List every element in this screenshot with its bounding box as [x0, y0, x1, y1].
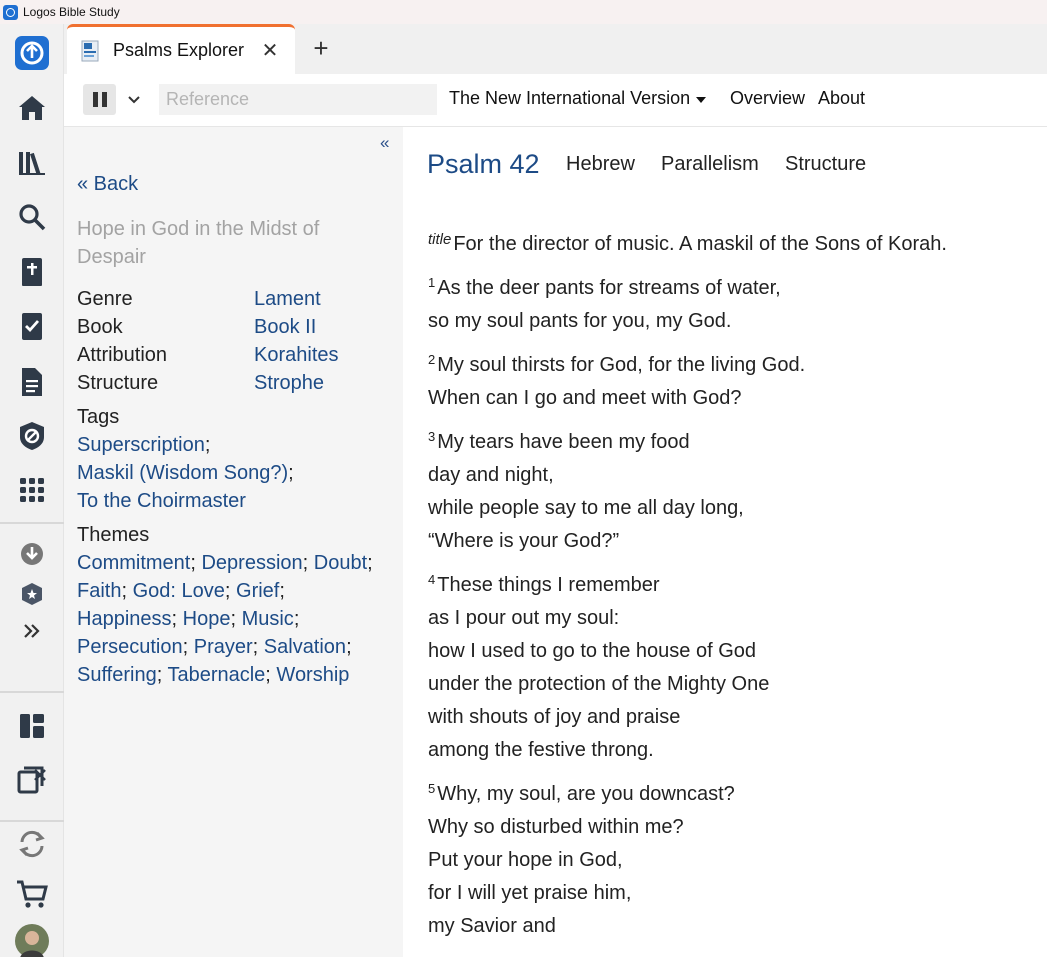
verse-line: When can I go and meet with God?	[428, 387, 742, 409]
theme-link[interactable]: Persecution	[77, 636, 183, 658]
caret-down-icon	[696, 97, 706, 103]
overview-link[interactable]: Overview	[730, 88, 806, 108]
sidebar-panel	[64, 127, 403, 957]
tags-heading: Tags	[77, 406, 120, 428]
verse-number[interactable]: 2	[428, 352, 436, 367]
verse-number[interactable]: 4	[428, 572, 436, 587]
library-icon[interactable]	[15, 146, 49, 180]
close-tab-icon[interactable]: ✕	[261, 40, 279, 62]
themes-list: Commitment; Depression; Doubt; Faith; God: Love; Grief; Happiness; Hope; Music; Persecution; Prayer; Salvation; Suffering; Tabernacle; Worship	[77, 552, 373, 686]
panel-toolbar	[64, 74, 1047, 127]
verse-number[interactable]: 1	[428, 275, 436, 290]
reference-input[interactable]	[159, 84, 437, 115]
theme-link[interactable]: Grief	[236, 580, 280, 602]
chevron-down-icon[interactable]	[124, 86, 144, 112]
tab-parallelism[interactable]: Parallelism	[661, 153, 759, 175]
meta-key: Attribution	[77, 344, 168, 366]
rail-divider	[0, 820, 64, 822]
meta-key: Genre	[77, 288, 133, 310]
document-icon[interactable]	[15, 365, 49, 399]
cart-icon[interactable]	[15, 877, 49, 911]
verse-line: among the festive throng.	[428, 739, 654, 761]
verse-line: $^4$ These things I remember	[428, 572, 660, 596]
close-panels-icon[interactable]	[15, 762, 49, 796]
download-icon[interactable]	[15, 537, 49, 571]
tag-link[interactable]: Maskil (Wisdom Song?)	[77, 462, 289, 484]
about-link[interactable]: About	[818, 88, 866, 108]
verse-line: “Where is your God?”	[428, 530, 620, 552]
left-rail	[0, 24, 64, 957]
home-icon[interactable]	[15, 91, 49, 125]
psalm-content-panel	[403, 127, 1047, 957]
superscription-label: title	[428, 231, 452, 248]
theme-link[interactable]: Hope	[182, 608, 231, 630]
themes-heading: Themes	[77, 524, 150, 546]
apps-grid-icon[interactable]	[15, 473, 49, 507]
psalm-subtitle: Hope in God in the Midst of Despair	[77, 218, 320, 268]
theme-link[interactable]: Depression	[201, 552, 303, 574]
verse-line: how I used to go to the house of God	[428, 640, 757, 662]
tag-link[interactable]: To the Choirmaster	[77, 490, 246, 512]
tab-psalms-explorer[interactable]	[67, 24, 295, 74]
tab-hebrew[interactable]: Hebrew	[566, 153, 635, 175]
logos-logo-icon[interactable]	[15, 36, 49, 70]
verse-line: for I will yet praise him,	[428, 882, 632, 904]
theme-link[interactable]: Tabernacle	[167, 664, 266, 686]
verse-text	[428, 223, 1028, 943]
verse-line: day and night,	[428, 464, 554, 486]
meta-row	[77, 369, 397, 397]
meta-key: Book	[77, 316, 123, 338]
rail-divider	[0, 691, 64, 693]
verse-line: $^5$ Why, my soul, are you downcast?	[428, 781, 735, 805]
tab-label: Psalms Explorer	[113, 40, 245, 60]
avatar[interactable]	[15, 924, 49, 957]
tab-strip	[64, 24, 1047, 74]
bible-icon[interactable]	[15, 255, 49, 289]
meta-key: Structure	[77, 372, 159, 394]
verse-line: with shouts of joy and praise	[428, 706, 681, 728]
collapse-panel-button[interactable]: «	[380, 133, 390, 152]
meta-row	[77, 285, 397, 313]
app-logo-icon	[3, 5, 18, 20]
badge-icon[interactable]	[15, 577, 49, 611]
verse-line: Why so disturbed within me?	[428, 816, 684, 838]
more-icon[interactable]	[15, 614, 49, 648]
verse-line: Put your hope in God,	[428, 849, 623, 871]
theme-link[interactable]: Happiness	[77, 608, 172, 630]
guides-icon[interactable]	[15, 419, 49, 453]
verse-line: as I pour out my soul:	[428, 607, 620, 629]
verse-line: while people say to me all day long,	[428, 497, 744, 519]
meta-value-link[interactable]: Strophe	[254, 372, 325, 394]
tab-structure[interactable]: Structure	[785, 153, 867, 175]
theme-link[interactable]: Doubt	[313, 552, 368, 574]
rail-divider	[0, 522, 64, 524]
search-icon[interactable]	[15, 200, 49, 234]
new-tab-button[interactable]: +	[313, 33, 329, 63]
theme-link[interactable]: Commitment	[77, 552, 191, 574]
verse-number[interactable]: 5	[428, 781, 436, 796]
verse-line: under the protection of the Mighty One	[428, 673, 770, 695]
meta-value-link[interactable]: Korahites	[254, 344, 339, 366]
theme-link[interactable]: Music	[241, 608, 294, 630]
layouts-icon[interactable]	[15, 709, 49, 743]
version-label: The New International Version	[449, 88, 691, 108]
superscription: $^{title}$ For the director of music. A maskil of the Sons of Korah.	[428, 231, 947, 255]
theme-link[interactable]: Faith	[77, 580, 122, 602]
meta-value-link[interactable]: Book II	[254, 316, 317, 338]
app-title: Logos Bible Study	[23, 5, 120, 19]
meta-value-link[interactable]: Lament	[254, 288, 321, 310]
sync-icon[interactable]	[15, 827, 49, 861]
theme-link[interactable]: Prayer	[193, 636, 253, 658]
theme-link[interactable]: Worship	[276, 664, 350, 686]
psalms-explorer-icon	[81, 40, 101, 62]
verse-line: $^3$ My tears have been my food	[428, 429, 690, 453]
title-bar	[0, 0, 1047, 24]
verse-line: $^1$ As the deer pants for streams of water,	[428, 275, 781, 299]
pause-button[interactable]	[83, 84, 116, 115]
meta-row	[77, 341, 397, 369]
psalm-metadata	[77, 285, 397, 397]
checklist-icon[interactable]	[15, 310, 49, 344]
tag-link[interactable]: Superscription	[77, 434, 205, 456]
verse-line: so my soul pants for you, my God.	[428, 310, 732, 332]
theme-link[interactable]: God: Love	[132, 580, 225, 602]
verse-line: my Savior and	[428, 915, 556, 937]
meta-row	[77, 313, 397, 341]
theme-link[interactable]: Suffering	[77, 664, 157, 686]
theme-link[interactable]: Salvation	[263, 636, 347, 658]
back-link[interactable]: « Back	[77, 173, 139, 195]
verse-line: $^2$ My soul thirsts for God, for the living God.	[428, 352, 806, 376]
verse-number[interactable]: 3	[428, 429, 436, 444]
version-dropdown[interactable]	[449, 88, 706, 109]
psalm-heading: Psalm 42	[427, 149, 540, 179]
tags-list: Superscription; Maskil (Wisdom Song?); To the Choirmaster	[77, 434, 294, 512]
